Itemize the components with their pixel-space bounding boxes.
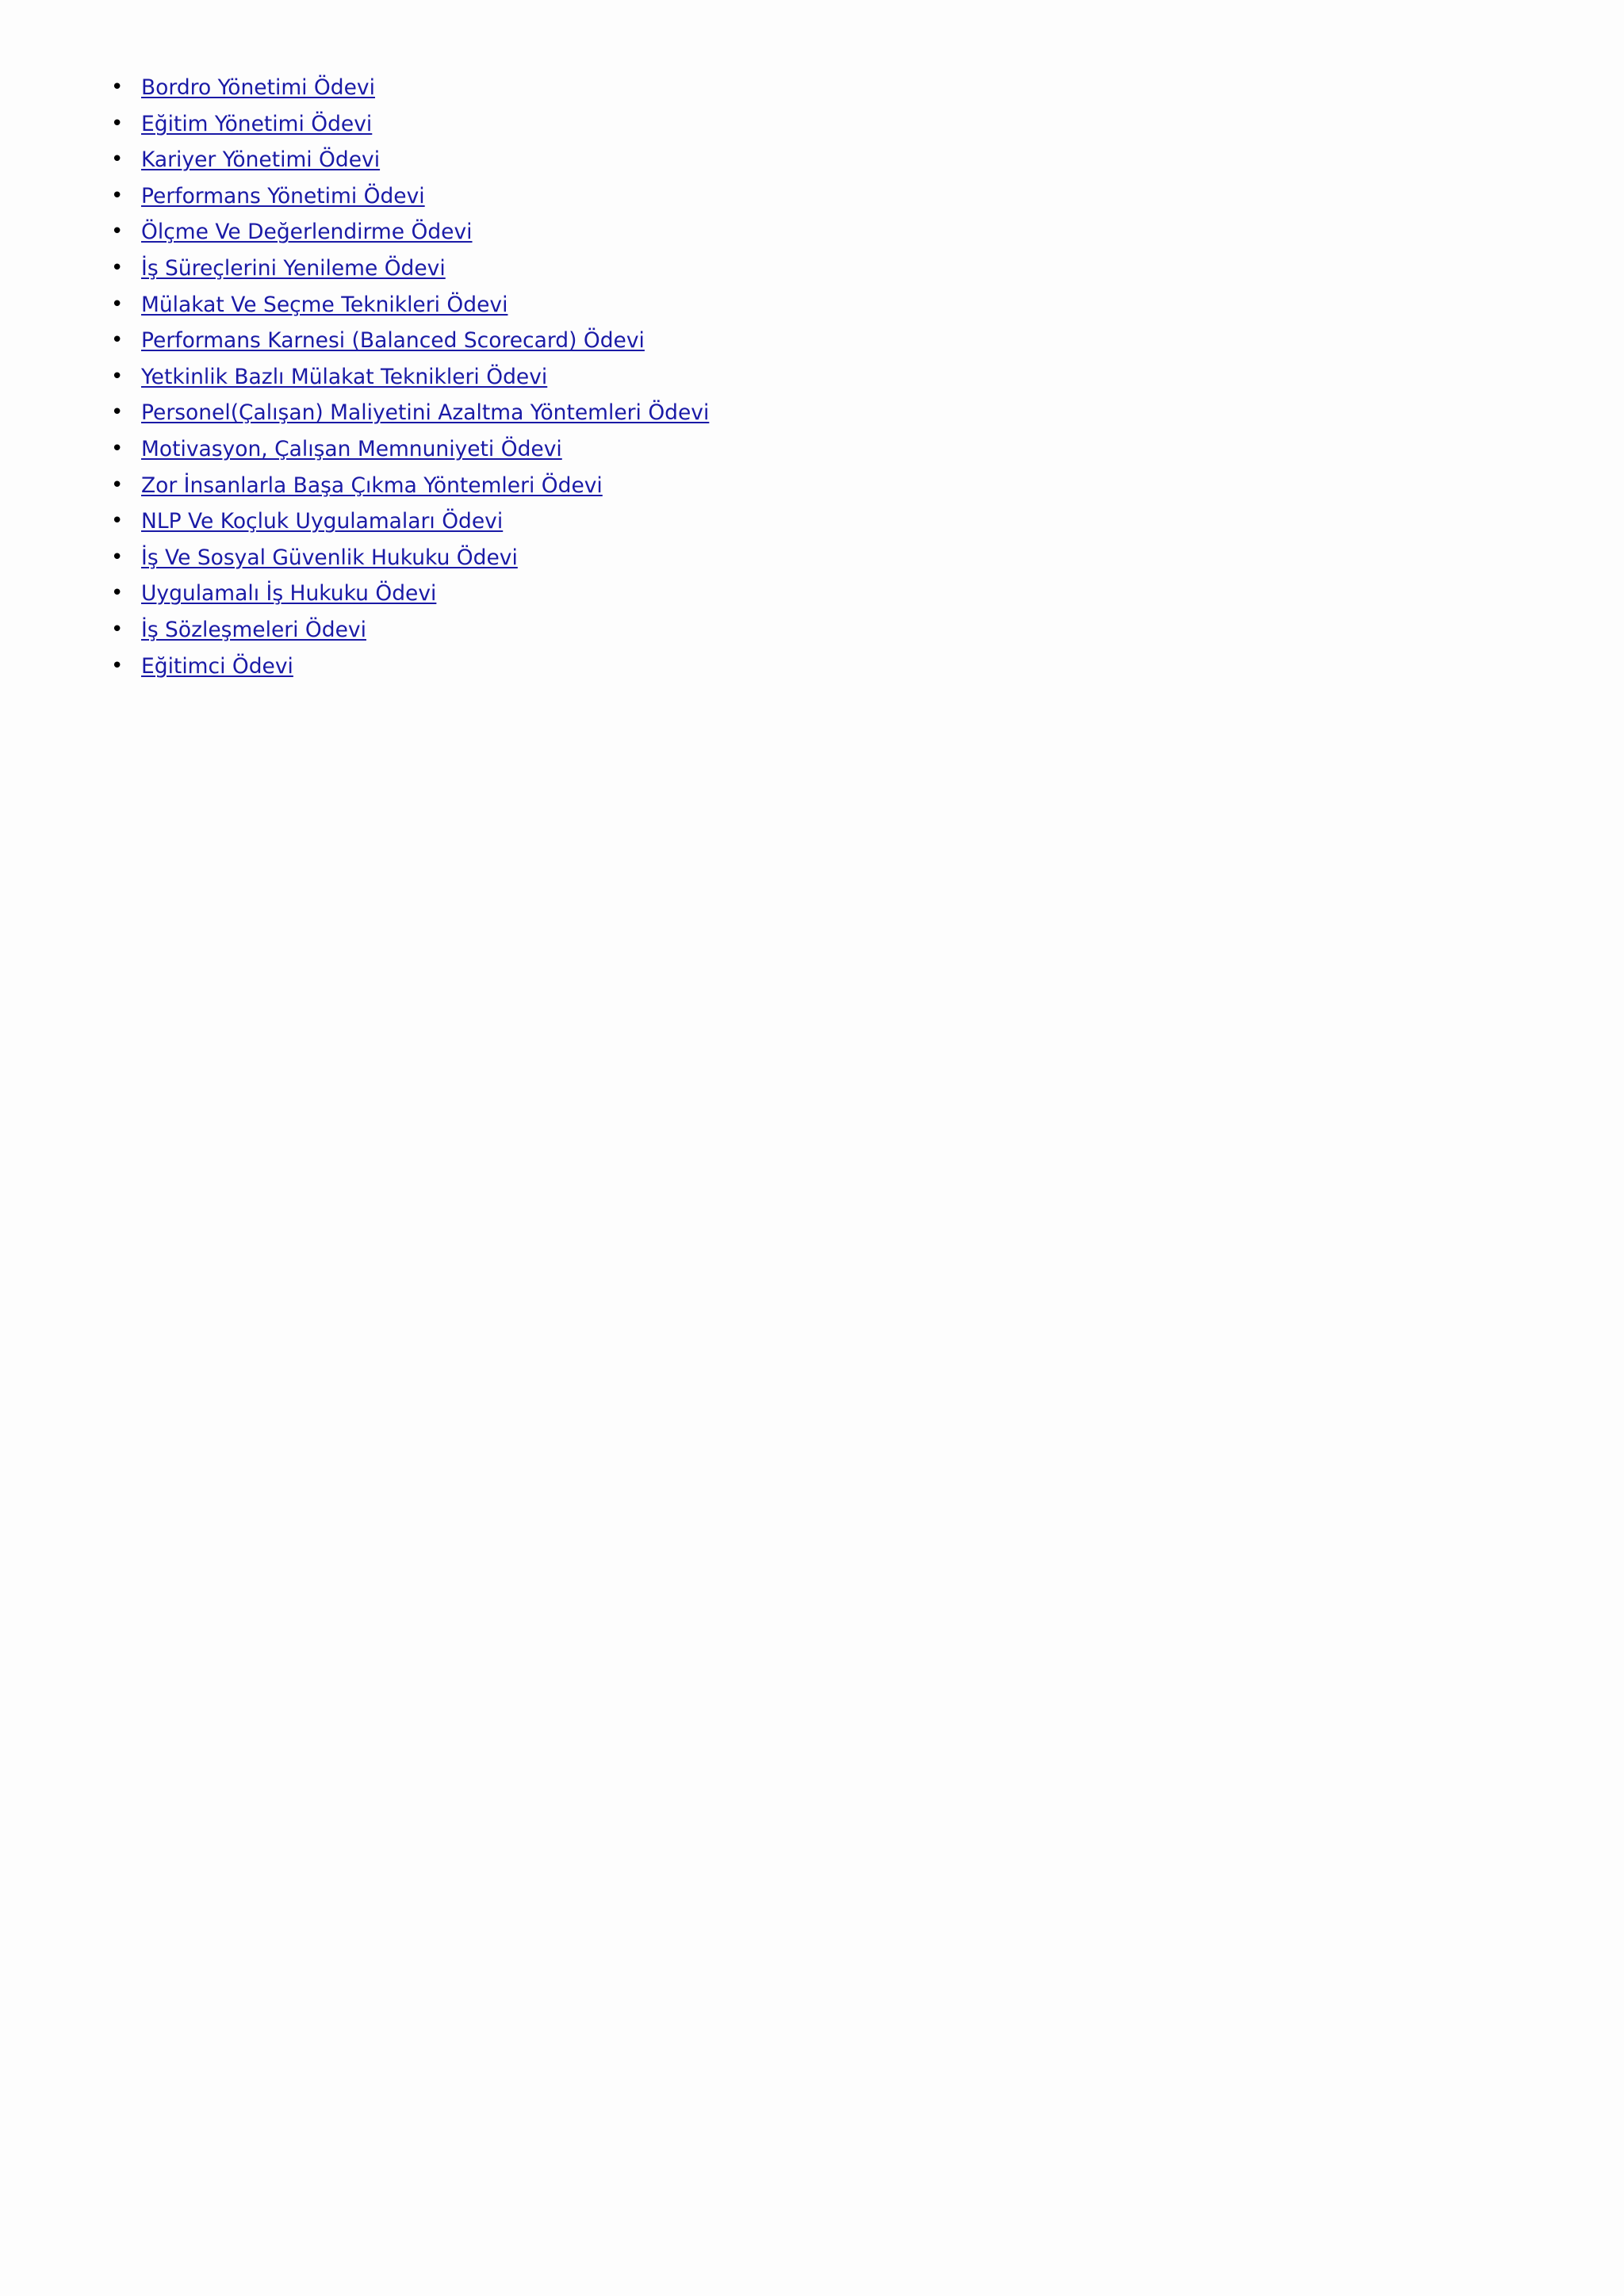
link-yetkinlik-bazli-mulakat[interactable]: Yetkinlik Bazlı Mülakat Teknikleri Ödevi xyxy=(141,364,548,389)
link-bordro-yonetimi[interactable]: Bordro Yönetimi Ödevi xyxy=(141,75,375,100)
bullet-icon: • xyxy=(111,255,124,280)
bullet-icon: • xyxy=(111,400,124,425)
list-item xyxy=(111,106,709,143)
list-item xyxy=(111,649,709,685)
link-performans-yonetimi[interactable]: Performans Yönetimi Ödevi xyxy=(141,183,425,209)
link-motivasyon[interactable]: Motivasyon, Çalışan Memnuniyeti Ödevi xyxy=(141,436,562,461)
link-personel-maliyeti[interactable]: Personel(Çalışan) Maliyetini Azaltma Yöntemleri Ödevi xyxy=(141,400,710,426)
bullet-icon: • xyxy=(111,653,124,678)
list-item xyxy=(111,287,709,323)
list-item xyxy=(111,70,709,106)
link-kariyer-yonetimi[interactable]: Kariyer Yönetimi Ödevi xyxy=(141,147,381,173)
bullet-icon: • xyxy=(111,292,124,316)
list-item xyxy=(111,612,709,649)
link-zor-insanlar[interactable]: Zor İnsanlarla Başa Çıkma Yöntemleri Ödevi xyxy=(141,473,603,498)
list-item xyxy=(111,503,709,540)
list-item xyxy=(111,431,709,468)
bullet-icon: • xyxy=(111,220,124,244)
list-item xyxy=(111,178,709,215)
bullet-icon: • xyxy=(111,111,124,136)
link-is-sozlesmeleri[interactable]: İş Sözleşmeleri Ödevi xyxy=(141,617,366,642)
list-item xyxy=(111,214,709,251)
link-is-surecleri-yenileme[interactable]: İş Süreçlerini Yenileme Ödevi xyxy=(141,255,446,281)
link-mulakat-secme[interactable]: Mülakat Ve Seçme Teknikleri Ödevi xyxy=(141,292,508,317)
list-item xyxy=(111,323,709,359)
link-list xyxy=(111,70,709,684)
bullet-icon: • xyxy=(111,617,124,641)
bullet-icon: • xyxy=(111,364,124,388)
list-item xyxy=(111,468,709,504)
link-is-sosyal-guvenlik[interactable]: İş Ve Sosyal Güvenlik Hukuku Ödevi xyxy=(141,545,518,570)
link-olcme-degerlendirme[interactable]: Ölçme Ve Değerlendirme Ödevi xyxy=(141,220,473,245)
list-item xyxy=(111,142,709,178)
link-performans-karnesi[interactable]: Performans Karnesi (Balanced Scorecard) Ödevi xyxy=(141,328,645,354)
bullet-icon: • xyxy=(111,147,124,172)
bullet-icon: • xyxy=(111,328,124,353)
list-item xyxy=(111,576,709,612)
bullet-icon: • xyxy=(111,75,124,99)
bullet-icon: • xyxy=(111,545,124,569)
list-item xyxy=(111,251,709,287)
list-item xyxy=(111,540,709,576)
list-item xyxy=(111,395,709,431)
bullet-icon: • xyxy=(111,509,124,534)
link-egitimci[interactable]: Eğitimci Ödevi xyxy=(141,653,293,679)
list-item xyxy=(111,359,709,396)
link-egitim-yonetimi[interactable]: Eğitim Yönetimi Ödevi xyxy=(141,111,373,136)
bullet-icon: • xyxy=(111,183,124,208)
bullet-icon: • xyxy=(111,436,124,461)
link-uygulamali-is-hukuku[interactable]: Uygulamalı İş Hukuku Ödevi xyxy=(141,581,437,607)
bullet-icon: • xyxy=(111,473,124,497)
bullet-icon: • xyxy=(111,581,124,606)
link-nlp-kocluk[interactable]: NLP Ve Koçluk Uygulamaları Ödevi xyxy=(141,509,504,534)
